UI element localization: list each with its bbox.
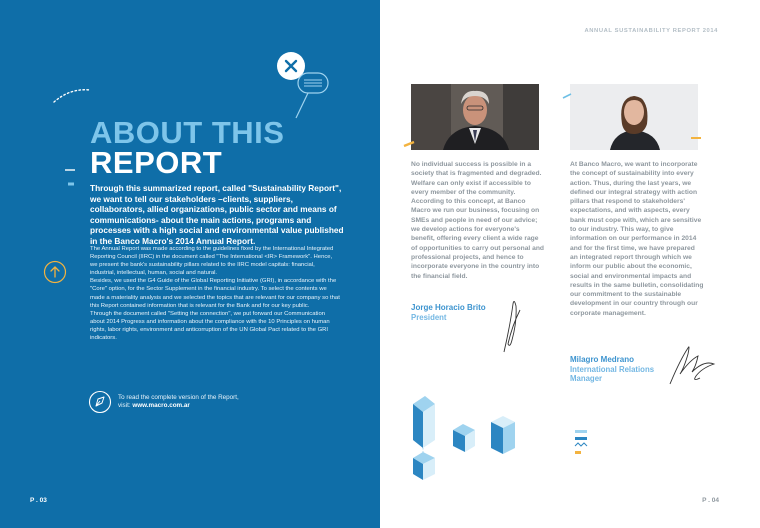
page-number-left: P . 03 (30, 497, 47, 504)
intro-paragraph: Through this summarized report, called "Sustainability Report", we want to tell our stakeholders –clients, suppliers, collaborators, allied organizations, public sector and means of communications- about the main actions, programs and processes with a high social and environmental value published in the Banco Macro's 2014 Annual Report. (90, 183, 344, 246)
read-more-text: To read the complete version of the Report, (118, 394, 239, 401)
manager-portrait-illustration (570, 84, 698, 150)
dotted-arc-decoration (52, 86, 92, 104)
manager-photo (570, 84, 698, 150)
photo-accent-decoration (562, 92, 572, 100)
body-text (90, 245, 340, 342)
website-link[interactable]: www.macro.com.ar (132, 402, 190, 410)
body-paragraph: Through the document called "Setting the connection", we put forward our Communication about 2014 Progress and information about the compliance with the 10 Principles on human rights, labor rights, environment and anticorruption of the UN Global Pact related to the GRI indicators. (90, 310, 330, 342)
president-role: President (411, 313, 447, 322)
manager-role-line1: International Relations (570, 365, 655, 374)
photo-accent-decoration (690, 134, 702, 142)
color-bars-decoration (574, 428, 590, 456)
isometric-blocks-illustration (405, 392, 523, 484)
read-more-link-line (118, 402, 318, 410)
body-paragraph: Besides, we used the G4 Guide of the Global Reporting Initiative (GRI), in accordance with the "Core" option, for the Sector Supplement in the financial industry. To select the contents we made a materiality analysis and we selected the topics that are relevant for our company so that this Report contained information that is relevant for the Bank and for our key public. (90, 278, 340, 309)
page-title-line1: ABOUT THIS (90, 115, 285, 150)
body-paragraph: The Annual Report was made according to the guidelines fixed by the International Integrated Reporting Council (IIRC) in the document called "The International <IR> Framework". Hence, we present the bank's sustainability pillars related to the IIRC model capitals: financial, industrial, intellectual, human, social and natural. (90, 246, 334, 277)
read-more-prefix: visit: (118, 402, 133, 410)
president-photo (411, 84, 539, 150)
page-number-right: P . 04 (702, 497, 719, 504)
speech-bubble-icon (294, 70, 334, 120)
president-portrait-illustration (411, 84, 539, 150)
pen-nib-icon (88, 390, 112, 414)
signature-icon (666, 340, 718, 390)
manager-quote: At Banco Macro, we want to incorporate the concept of sustainability into every action. Thus, during the last years, we defined our integral strategy with action pillars that respond to stakeholders' expectations, and with aspects, every bank must cope with, which are sensitive to our industry. This way, to give information on our performance in 2014 and for the first time, we have prepared an integrated report through which we inform our public about the economic, social and environmental impacts and results in the same bulletin, consolidating our commitment to the sustainable development in our country through our corporate management. (570, 161, 704, 317)
president-quote: No individual success is possible in a society that is fragmented and degraded. Welfare can only exist if accessible to every member of the community. According to this concept, at Banco Macro we run our business, focusing on SMEs and people in need of our advice; we develop actions for everyone's benefit, offering every client a wide rage of opportunities to carry out personal and professional projects, and hence to incorporate everyone in the country into the financial field. (411, 161, 545, 280)
photo-accent-decoration (402, 138, 416, 148)
manager-role-line2: Manager (570, 374, 603, 383)
title-dash-decoration (64, 168, 76, 188)
manager-name: Milagro Medrano (570, 355, 635, 364)
signature-icon (500, 296, 524, 356)
read-more-note (118, 394, 318, 411)
president-name: Jorge Horacio Brito (411, 303, 486, 312)
report-header: ANNUAL SUSTAINABILITY REPORT 2014 (584, 28, 718, 34)
page-title-line2: REPORT (90, 145, 223, 180)
arrow-up-icon (43, 260, 67, 284)
